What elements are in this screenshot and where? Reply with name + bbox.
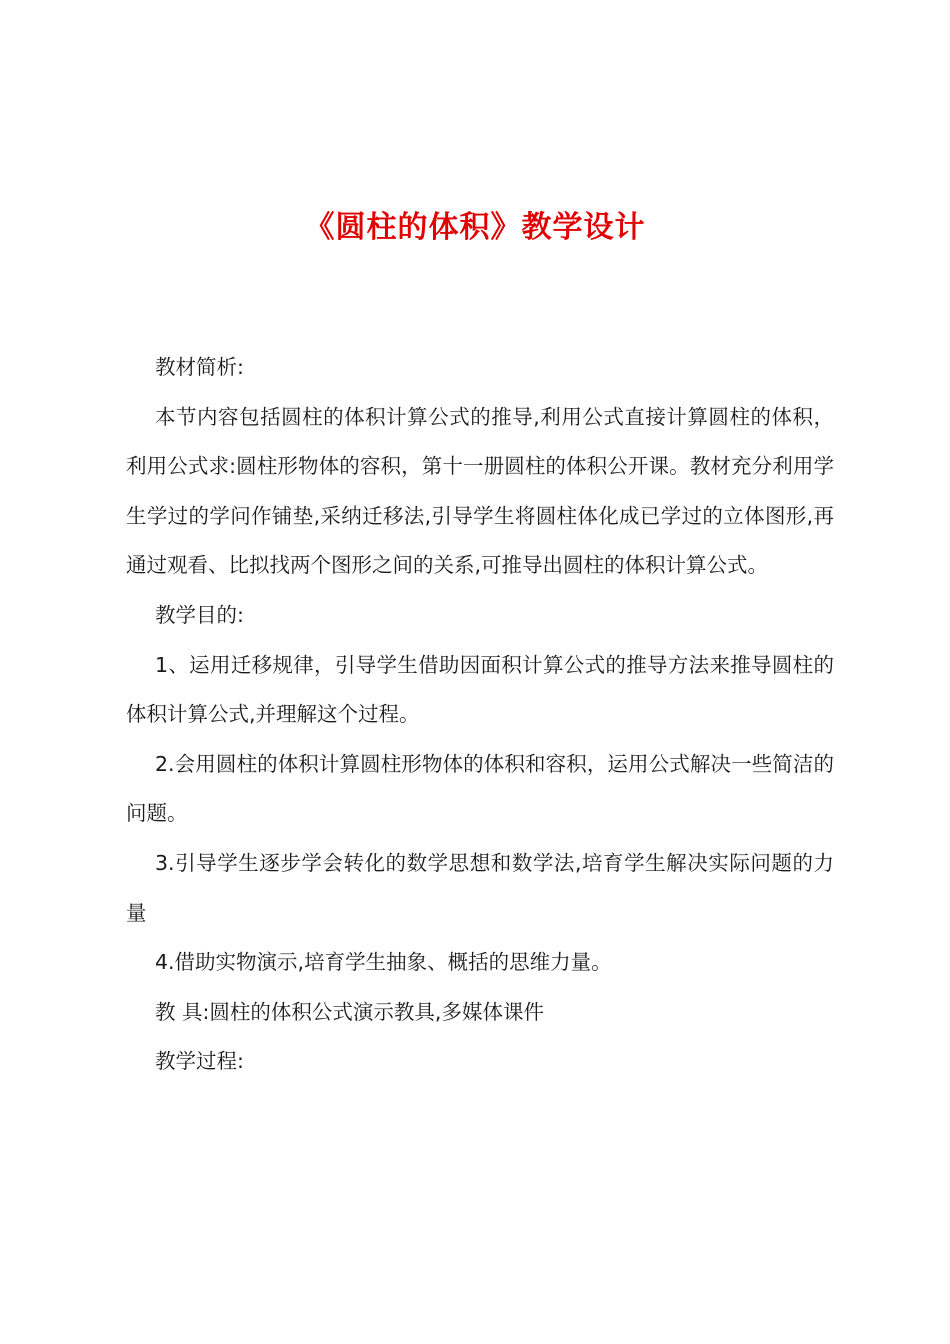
goal-item-4: 4.借助实物演示,培育学生抽象、概括的思维力量。 bbox=[155, 950, 612, 975]
paragraph-textbook-analysis: 本节内容包括圆柱的体积计算公式的推导,利用公式直接计算圆柱的体积，利用公式求:圆柱形物体的容积，第十一册圆柱的体积公开课。教材充分利用学生学过的学问作铺垫,采纳迁移法,引导学生将圆柱体化成已学过的立体图形,再通过观看、比拟找两个图形之间的关系,可推导出圆柱的体积计算公式。 bbox=[126, 404, 834, 578]
goal-item-1: 1、运用迁移规律，引导学生借助因面积计算公式的推导方法来推导圆柱的体积计算公式,并理解这个过程。 bbox=[126, 652, 834, 727]
goal-item-3: 3.引导学生逐步学会转化的数学思想和数学法,培育学生解决实际问题的力量 bbox=[126, 850, 834, 925]
goal-item-2: 2.会用圆柱的体积计算圆柱形物体的体积和容积，运用公式解决一些简洁的问题。 bbox=[126, 751, 834, 826]
section-heading-teaching-process: 教学过程: bbox=[155, 1049, 244, 1074]
section-heading-teaching-goals: 教学目的: bbox=[155, 602, 244, 627]
teaching-aids-line: 教 具:圆柱的体积公式演示教具,多媒体课件 bbox=[155, 999, 544, 1024]
document-title: 《圆柱的体积》教学设计 bbox=[304, 210, 646, 245]
section-heading-textbook-analysis: 教材简析: bbox=[155, 355, 244, 379]
document-body bbox=[126, 343, 834, 1087]
